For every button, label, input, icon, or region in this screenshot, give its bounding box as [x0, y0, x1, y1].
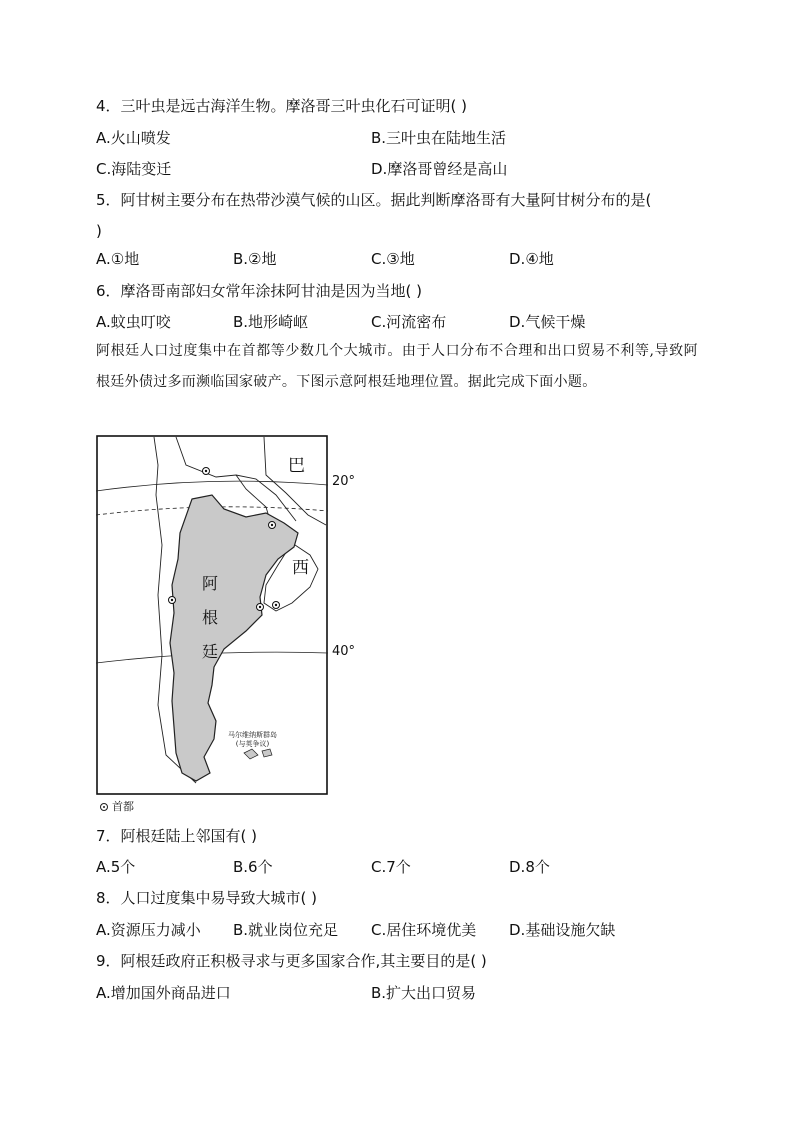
question-5-stem-continued: ): [96, 222, 102, 240]
q4-option-d[interactable]: D.摩洛哥曾经是高山: [371, 160, 508, 178]
q9-option-b[interactable]: B.扩大出口贸易: [371, 984, 477, 1002]
q5-option-b[interactable]: B.②地: [233, 250, 277, 268]
q7-option-a[interactable]: A.5个: [96, 858, 136, 876]
q8-option-c[interactable]: C.居住环境优美: [371, 921, 477, 939]
q4-option-a[interactable]: A.火山喷发: [96, 129, 171, 147]
question-8-stem: 8．人口过度集中易导致大城市( ): [96, 889, 318, 907]
q6-option-b[interactable]: B.地形崎岖: [233, 313, 309, 331]
malvinas-label: 马尔维纳斯群岛 (与英争议): [228, 731, 277, 748]
capital-symbol-icon: [100, 803, 108, 811]
q5-option-d[interactable]: D.④地: [509, 250, 554, 268]
brazil-label-2: 西: [292, 558, 309, 578]
question-4-stem: 4．三叶虫是远古海洋生物。摩洛哥三叶虫化石可证明( ): [96, 97, 468, 115]
question-6-stem: 6．摩洛哥南部妇女常年涂抹阿甘油是因为当地( ): [96, 282, 423, 300]
legend-label: 首都: [112, 800, 134, 813]
q6-option-d[interactable]: D.气候干燥: [509, 313, 586, 331]
latitude-40-label: 40°: [332, 644, 356, 659]
q8-option-b[interactable]: B.就业岗位充足: [233, 921, 339, 939]
reading-passage: 阿根廷人口过度集中在首都等少数几个大城市。由于人口分布不合理和出口贸易不利等,导致阿根廷外债过多而濒临国家破产。下图示意阿根廷地理位置。据此完成下面小题。: [96, 343, 698, 390]
argentina-map: [96, 435, 328, 795]
question-9-stem: 9．阿根廷政府正积极寻求与更多国家合作,其主要目的是( ): [96, 952, 487, 970]
question-5-stem: 5．阿甘树主要分布在热带沙漠气候的山区。据此判断摩洛哥有大量阿甘树分布的是(: [96, 191, 652, 209]
q5-option-a[interactable]: A.①地: [96, 250, 140, 268]
q4-option-b[interactable]: B.三叶虫在陆地生活: [371, 129, 507, 147]
latitude-20-label: 20°: [332, 474, 356, 489]
q6-option-c[interactable]: C.河流密布: [371, 313, 447, 331]
q9-option-a[interactable]: A.增加国外商品进口: [96, 984, 231, 1002]
q7-option-d[interactable]: D.8个: [509, 858, 550, 876]
q5-option-c[interactable]: C.③地: [371, 250, 415, 268]
q8-option-a[interactable]: A.资源压力减小: [96, 921, 201, 939]
q8-option-d[interactable]: D.基础设施欠缺: [509, 921, 616, 939]
q4-option-c[interactable]: C.海陆变迁: [96, 160, 172, 178]
country-label-argentina: 阿 根 廷: [202, 574, 219, 661]
question-7-stem: 7．阿根廷陆上邻国有( ): [96, 827, 258, 845]
q6-option-a[interactable]: A.蚊虫叮咬: [96, 313, 171, 331]
map-legend: [100, 800, 134, 814]
q7-option-b[interactable]: B.6个: [233, 858, 273, 876]
brazil-label-1: 巴: [288, 456, 305, 476]
q7-option-c[interactable]: C.7个: [371, 858, 411, 876]
